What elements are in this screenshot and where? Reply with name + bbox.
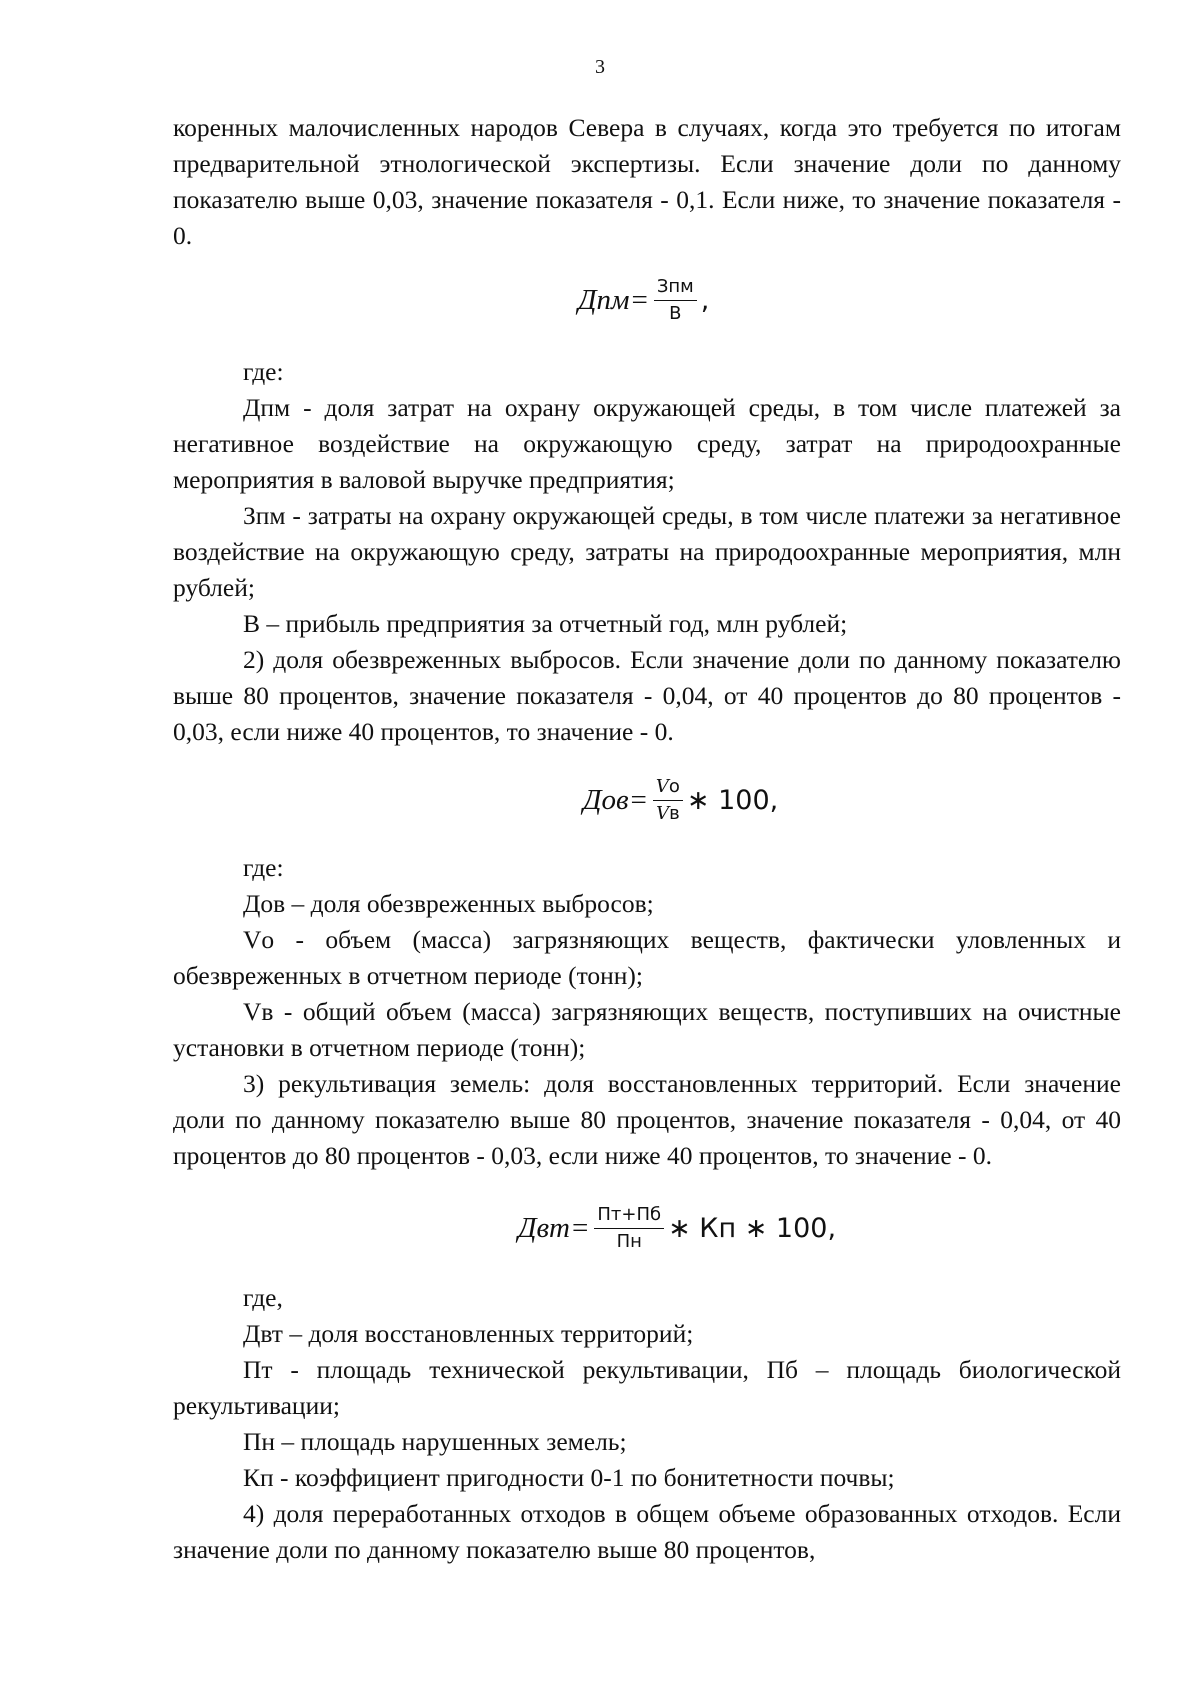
formula-tail: , xyxy=(700,285,710,316)
formula-equals: = xyxy=(630,784,647,816)
list-item-2: 2) доля обезвреженных выбросов. Если значение доли по данному показателю выше 80 процентов, значение показателя - 0,04, от 40 процентов до 80 процентов - 0,03, если ниже 40 процентов, то значение - 0. xyxy=(173,645,1121,746)
formula-lhs: Дпм xyxy=(578,284,630,316)
formula-dvt xyxy=(173,1204,1121,1280)
fraction-numerator: Пт+Пб xyxy=(594,1204,664,1229)
formula-equals: = xyxy=(571,1212,589,1244)
definition-pn: Пн – площадь нарушенных земель; xyxy=(243,1427,627,1456)
document-body xyxy=(173,110,1121,1568)
formula-equals: = xyxy=(631,284,648,316)
definition-zpm: Зпм - затраты на охрану окружающей среды, в том числе платежи за негативное воздействие на окружающую среду, затраты на природоохранные мероприятия, млн рублей; xyxy=(173,501,1121,602)
formula-fraction xyxy=(653,776,683,825)
formula-dpm xyxy=(173,276,1121,354)
definition-pt-pb: Пт - площадь технической рекультивации, Пб – площадь биологической рекультивации; xyxy=(173,1355,1121,1420)
formula-tail: ∗ 100, xyxy=(686,785,779,816)
fraction-numerator: Vо xyxy=(653,776,683,801)
paragraph-intro: коренных малочисленных народов Севера в случаях, когда это требуется по итогам предварительной этнологической экспертизы. Если значение доли по данному показателю выше 0,03, значение показателя - 0,1. Если ниже, то значение показателя - 0. xyxy=(173,113,1121,250)
definition-dov: Дов – доля обезвреженных выбросов; xyxy=(243,889,654,918)
fraction-numerator: Зпм xyxy=(654,276,697,301)
definition-vv: Vв - общий объем (масса) загрязняющих веществ, поступивших на очистные установки в отчетном периоде (тонн); xyxy=(173,997,1121,1062)
formula-lhs: Двт xyxy=(518,1212,570,1244)
where-label: где: xyxy=(243,357,284,386)
where-label: где: xyxy=(243,853,284,882)
where-label: где, xyxy=(243,1283,283,1312)
definition-kp: Кп - коэффициент пригодности 0-1 по бонитетности почвы; xyxy=(243,1463,895,1492)
fraction-denominator: Пн xyxy=(616,1231,642,1252)
fraction-denominator: В xyxy=(669,303,682,324)
definition-vo: Vо - объем (масса) загрязняющих веществ, фактически уловленных и обезвреженных в отчетном периоде (тонн); xyxy=(173,925,1121,990)
definition-dvt: Двт – доля восстановленных территорий; xyxy=(243,1319,694,1348)
fraction-denominator: Vв xyxy=(656,803,680,824)
list-item-3: 3) рекультивация земель: доля восстановленных территорий. Если значение доли по данному показателю выше 80 процентов, значение показателя - 0,04, от 40 процентов до 80 процентов - 0,03, если ниже 40 процентов, то значение - 0. xyxy=(173,1069,1121,1170)
formula-lhs: Дов xyxy=(583,784,629,816)
formula-dov xyxy=(173,776,1121,850)
list-item-4: 4) доля переработанных отходов в общем объеме образованных отходов. Если значение доли по данному показателю выше 80 процентов, xyxy=(173,1499,1121,1564)
formula-tail: ∗ Кп ∗ 100, xyxy=(668,1213,837,1244)
formula-fraction xyxy=(594,1204,664,1253)
page-number: 3 xyxy=(595,56,605,78)
definition-v: В – прибыль предприятия за отчетный год, млн рублей; xyxy=(243,609,848,638)
definition-dpm: Дпм - доля затрат на охрану окружающей среды, в том числе платежей за негативное воздействие на окружающую среду, затрат на природоохранные мероприятия в валовой выручке предприятия; xyxy=(173,393,1121,494)
formula-fraction xyxy=(654,276,697,325)
